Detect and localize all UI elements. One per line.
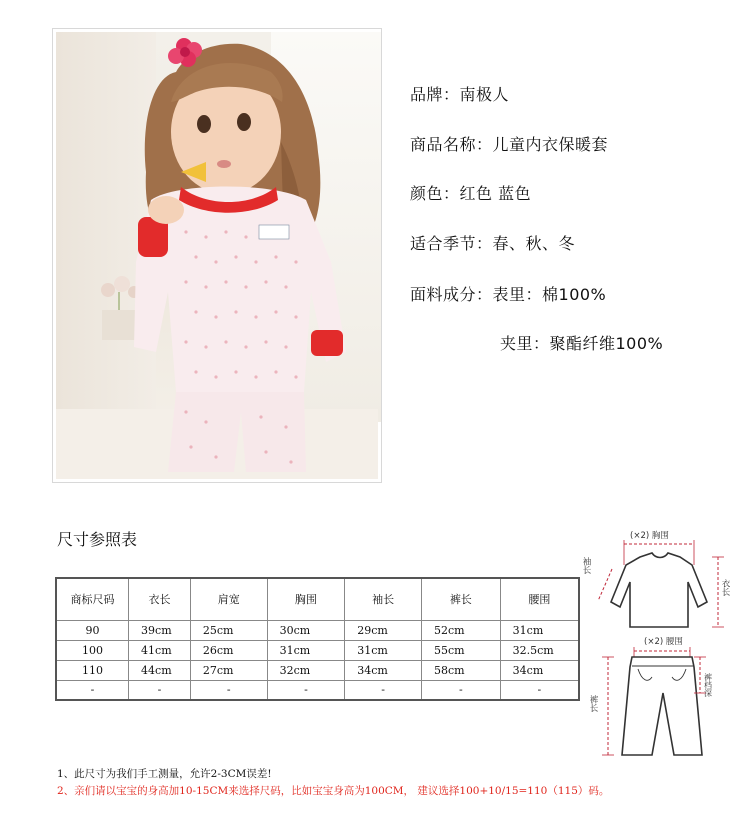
pants-measurement-diagram	[590, 633, 730, 768]
table-row	[56, 640, 579, 660]
fabric-outer: 表里：棉100%	[492, 285, 607, 304]
table-cell: -	[421, 680, 500, 700]
product-name-label: 商品名称：	[410, 135, 493, 154]
table-cell: 110	[56, 660, 129, 680]
table-row	[56, 680, 579, 700]
fabric-label: 面料成分：	[410, 285, 493, 304]
fabric-inner: 夹里：聚酯纤维100%	[500, 334, 664, 353]
color-row	[410, 181, 531, 204]
table-cell: 90	[56, 620, 129, 640]
product-photo-frame	[52, 28, 382, 483]
product-photo	[56, 32, 378, 479]
header-cell: 裤长	[421, 578, 500, 620]
color-value: 红色 蓝色	[459, 184, 532, 203]
brand-label: 品牌：	[410, 85, 460, 104]
table-cell: 25cm	[190, 620, 267, 640]
table-cell: -	[267, 680, 345, 700]
brand-row	[410, 82, 509, 105]
season-label: 适合季节：	[410, 234, 493, 253]
table-cell: 30cm	[267, 620, 345, 640]
table-cell: -	[129, 680, 191, 700]
top-sleeve-label: 袖长	[581, 557, 591, 574]
top-measurement-diagram	[582, 527, 742, 637]
pants-crotch-label: 裤档深	[703, 673, 713, 697]
table-cell: 55cm	[421, 640, 500, 660]
header-cell: 商标尺码	[56, 578, 129, 620]
size-chart-title: 尺寸参照表	[57, 530, 138, 549]
header-cell: 腰围	[500, 578, 579, 620]
note-1: 1、此尺寸为我们手工测量，允许2-3CM误差!	[57, 768, 272, 780]
brand-value: 南极人	[459, 85, 510, 104]
table-cell: 32cm	[267, 660, 345, 680]
table-cell: 44cm	[129, 660, 191, 680]
child-figure-image	[56, 32, 378, 479]
table-cell: -	[56, 680, 129, 700]
table-cell: -	[190, 680, 267, 700]
table-row	[56, 660, 579, 680]
product-name-value: 儿童内衣保暖套	[492, 135, 609, 154]
note-2: 2、亲们请以宝宝的身高加10-15CM来选择尺码，比如宝宝身高为100CM， 建议选择100+10/15=110（115）码。	[57, 785, 610, 797]
table-cell: 58cm	[421, 660, 500, 680]
table-cell: 31cm	[267, 640, 345, 660]
size-table	[55, 577, 580, 701]
table-cell: 31cm	[345, 640, 422, 660]
top-length-label: 衣长	[720, 579, 730, 596]
table-cell: -	[500, 680, 579, 700]
color-label: 颜色：	[410, 184, 460, 203]
table-cell: 41cm	[129, 640, 191, 660]
table-cell: 39cm	[129, 620, 191, 640]
table-cell: 34cm	[345, 660, 422, 680]
header-cell: 衣长	[129, 578, 191, 620]
pants-length-label: 裤长	[588, 695, 598, 712]
header-cell: 袖长	[345, 578, 422, 620]
table-cell: 29cm	[345, 620, 422, 640]
top-chest-label: (×2) 胸围	[630, 531, 669, 541]
table-cell: 27cm	[190, 660, 267, 680]
fabric-row	[410, 282, 606, 305]
table-cell: 52cm	[421, 620, 500, 640]
fabric-inner-row	[500, 331, 663, 354]
header-cell: 肩宽	[190, 578, 267, 620]
season-row	[410, 231, 575, 254]
table-cell: 34cm	[500, 660, 579, 680]
table-row	[56, 620, 579, 640]
table-cell: 32.5cm	[500, 640, 579, 660]
table-cell: 26cm	[190, 640, 267, 660]
header-cell: 胸围	[267, 578, 345, 620]
product-name-row	[410, 132, 608, 155]
table-cell: 100	[56, 640, 129, 660]
table-cell: -	[345, 680, 422, 700]
pants-waist-label: (×2) 腰围	[644, 637, 683, 647]
size-table-header	[56, 578, 579, 620]
season-value: 春、秋、冬	[492, 234, 576, 253]
table-cell: 31cm	[500, 620, 579, 640]
